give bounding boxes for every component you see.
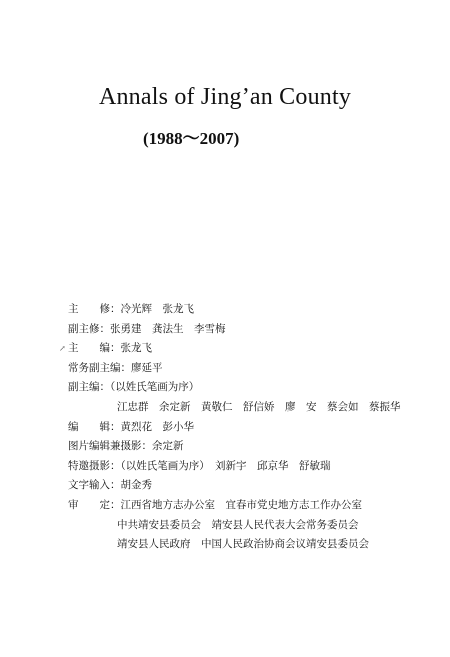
credits-list [59, 300, 443, 555]
credit-line [68, 320, 443, 340]
credit-text: 江忠群 余定新 黄敬仁 舒信娇 廖 安 蔡会如 蔡振华 [117, 400, 401, 413]
credit-text: 特邀摄影：（以姓氏笔画为序） 刘新宇 邱京华 舒敏瑞 [68, 459, 331, 472]
credit-line [68, 496, 443, 516]
credit-text: 主 修：冷光辉 张龙飞 [68, 303, 194, 315]
credit-line [68, 535, 443, 555]
credit-line [68, 359, 443, 379]
book-period: (1988～2007) [143, 129, 240, 148]
credit-text: 常务副主编：廖延平 [68, 361, 163, 374]
credit-line [59, 339, 443, 359]
credit-line [68, 378, 443, 398]
credit-line [68, 300, 443, 320]
credit-line [68, 476, 443, 496]
credit-text: 靖安县人民政府 中国人民政治协商会议靖安县委员会 [117, 538, 369, 551]
credit-text: 编 辑：黄烈花 彭小华 [68, 420, 194, 433]
credit-text: 主 编：张龙飞 [68, 342, 152, 355]
credit-text: 中共靖安县委员会 靖安县人民代表大会常务委员会 [117, 518, 359, 531]
credit-line [68, 516, 443, 536]
credit-line [68, 457, 443, 477]
credit-text: 副主修：张勇建 龚法生 李雪梅 [68, 322, 226, 335]
credit-line [68, 418, 443, 438]
cursor-mark-icon: ↗ [59, 344, 66, 354]
book-title: Annals of Jing’an County [98, 84, 352, 110]
credit-text: 文字输入：胡金秀 [68, 479, 152, 492]
credit-text: 副主编：（以姓氏笔画为序） [68, 381, 200, 394]
credit-line [68, 398, 443, 418]
credit-text: 审 定：江西省地方志办公室 宜春市党史地方志工作办公室 [68, 498, 362, 511]
credit-line [68, 437, 443, 457]
credit-text: 图片编辑兼摄影：余定新 [68, 440, 184, 453]
